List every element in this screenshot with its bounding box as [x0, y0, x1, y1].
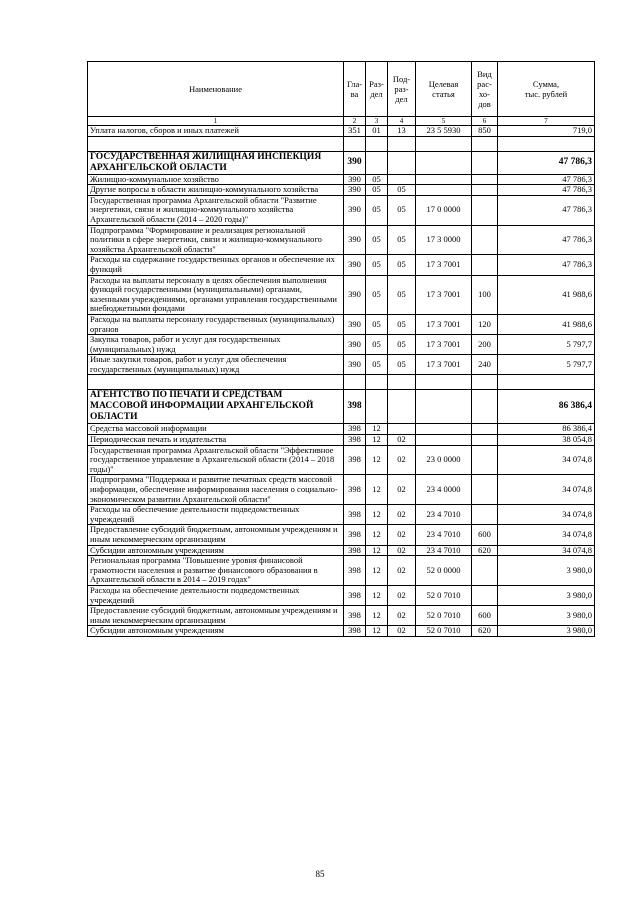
table-row — [88, 174, 595, 185]
row-podrazdel: 02 — [388, 545, 416, 556]
row-sum: 5 797,7 — [498, 335, 595, 355]
row-sum: 3 980,0 — [498, 585, 595, 605]
table-row — [88, 126, 595, 137]
row-target-article: 17 3 0000 — [416, 225, 472, 255]
row-name: Расходы на содержание государственных органов и обеспечение их функций — [88, 255, 344, 275]
row-expense-type — [472, 556, 498, 586]
table-row — [88, 626, 595, 637]
table-row — [88, 525, 595, 545]
row-glava: 390 — [344, 314, 366, 334]
row-expense-type: 200 — [472, 335, 498, 355]
spacer-row — [88, 136, 595, 151]
table-row — [88, 585, 595, 605]
row-expense-type — [472, 585, 498, 605]
row-podrazdel: 13 — [388, 126, 416, 137]
row-glava: 398 — [344, 445, 366, 475]
empty-cell — [498, 136, 595, 151]
header-glava: Гла- ва — [344, 62, 366, 117]
row-target-article — [416, 185, 472, 196]
row-name: АГЕНТСТВО ПО ПЕЧАТИ И СРЕДСТВАМ МАССОВОЙ ИНФОРМАЦИИ АРХАНГЕЛЬСКОЙ ОБЛАСТИ — [88, 390, 344, 424]
empty-cell — [472, 375, 498, 390]
row-sum: 34 074,8 — [498, 505, 595, 525]
row-glava: 398 — [344, 475, 366, 505]
row-glava: 398 — [344, 585, 366, 605]
row-target-article: 52 0 7010 — [416, 626, 472, 637]
row-glava: 398 — [344, 545, 366, 556]
row-target-article: 17 3 7001 — [416, 335, 472, 355]
table-header-row — [88, 62, 595, 117]
row-razdel: 12 — [366, 545, 388, 556]
row-glava: 390 — [344, 275, 366, 314]
table-row — [88, 505, 595, 525]
row-expense-type: 240 — [472, 355, 498, 375]
row-expense-type: 850 — [472, 126, 498, 137]
column-number: 7 — [498, 117, 595, 126]
row-razdel: 05 — [366, 255, 388, 275]
table-row — [88, 556, 595, 586]
table-row — [88, 424, 595, 435]
row-sum: 3 980,0 — [498, 626, 595, 637]
row-razdel — [366, 151, 388, 174]
row-sum: 3 980,0 — [498, 606, 595, 626]
column-number: 1 — [88, 117, 344, 126]
row-sum: 86 386,4 — [498, 390, 595, 424]
row-name: Субсидии автономным учреждениям — [88, 626, 344, 637]
header-sum: Сумма, тыс. рублей — [498, 62, 595, 117]
row-podrazdel: 05 — [388, 314, 416, 334]
row-podrazdel: 02 — [388, 435, 416, 446]
table-row — [88, 355, 595, 375]
empty-cell — [366, 375, 388, 390]
row-sum: 34 074,8 — [498, 545, 595, 556]
row-name: ГОСУДАРСТВЕННАЯ ЖИЛИЩНАЯ ИНСПЕКЦИЯ АРХАНГЕЛЬСКОЙ ОБЛАСТИ — [88, 151, 344, 174]
row-name: Субсидии автономным учреждениям — [88, 545, 344, 556]
row-expense-type — [472, 435, 498, 446]
row-glava: 390 — [344, 185, 366, 196]
row-glava: 390 — [344, 151, 366, 174]
table-row — [88, 606, 595, 626]
row-sum: 47 786,3 — [498, 151, 595, 174]
row-podrazdel: 02 — [388, 445, 416, 475]
page-number: 85 — [315, 869, 325, 879]
row-name: Периодическая печать и издательства — [88, 435, 344, 446]
section-row — [88, 390, 595, 424]
row-razdel: 12 — [366, 505, 388, 525]
row-podrazdel: 02 — [388, 475, 416, 505]
row-sum: 47 786,3 — [498, 185, 595, 196]
header-expense-type: Вид рас- хо- дов — [472, 62, 498, 117]
row-name: Средства массовой информации — [88, 424, 344, 435]
row-name: Государственная программа Архангельской области "Развитие энергетики, связи и жилищно-коммунального хозяйства Архангельской области (2014 – 2020 годы)" — [88, 195, 344, 225]
row-razdel: 05 — [366, 185, 388, 196]
row-target-article — [416, 174, 472, 185]
row-podrazdel — [388, 174, 416, 185]
row-razdel: 12 — [366, 585, 388, 605]
column-number: 3 — [366, 117, 388, 126]
row-razdel: 05 — [366, 275, 388, 314]
row-podrazdel: 02 — [388, 556, 416, 586]
row-target-article: 23 4 7010 — [416, 525, 472, 545]
row-expense-type: 620 — [472, 626, 498, 637]
row-podrazdel: 05 — [388, 255, 416, 275]
row-target-article: 17 3 7001 — [416, 355, 472, 375]
table-row — [88, 475, 595, 505]
row-sum: 38 054,8 — [498, 435, 595, 446]
row-razdel: 01 — [366, 126, 388, 137]
row-sum: 86 386,4 — [498, 424, 595, 435]
row-glava: 398 — [344, 435, 366, 446]
row-razdel: 12 — [366, 445, 388, 475]
row-podrazdel: 02 — [388, 585, 416, 605]
row-podrazdel: 02 — [388, 606, 416, 626]
row-name: Подпрограмма "Поддержка и развитие печатных средств массовой информации, обеспечение информирования населения о социально-экономическом развитии Архангельской области" — [88, 475, 344, 505]
row-razdel: 12 — [366, 606, 388, 626]
row-glava: 390 — [344, 355, 366, 375]
table-row — [88, 225, 595, 255]
row-expense-type: 600 — [472, 525, 498, 545]
row-podrazdel: 05 — [388, 225, 416, 255]
table-row — [88, 195, 595, 225]
row-target-article — [416, 424, 472, 435]
row-glava: 398 — [344, 556, 366, 586]
column-number: 6 — [472, 117, 498, 126]
table-row — [88, 335, 595, 355]
header-razdel: Раз- дел — [366, 62, 388, 117]
row-razdel: 12 — [366, 626, 388, 637]
row-name: Государственная программа Архангельской области "Эффективное государственное управление в Архангельской области (2014 – 2018 годы)" — [88, 445, 344, 475]
column-number: 2 — [344, 117, 366, 126]
row-target-article: 52 0 0000 — [416, 556, 472, 586]
row-name: Предоставление субсидий бюджетным, автономным учреждениям и иным некоммерческим организациям — [88, 525, 344, 545]
empty-cell — [388, 136, 416, 151]
empty-cell — [498, 375, 595, 390]
row-sum: 34 074,8 — [498, 525, 595, 545]
row-expense-type: 100 — [472, 275, 498, 314]
row-target-article: 23 4 0000 — [416, 475, 472, 505]
row-target-article: 17 3 7001 — [416, 314, 472, 334]
row-podrazdel — [388, 390, 416, 424]
row-razdel: 12 — [366, 475, 388, 505]
section-row — [88, 151, 595, 174]
table-row — [88, 275, 595, 314]
row-target-article: 17 0 0000 — [416, 195, 472, 225]
empty-cell — [344, 375, 366, 390]
row-glava: 390 — [344, 255, 366, 275]
row-target-article: 23 4 7010 — [416, 505, 472, 525]
row-expense-type — [472, 185, 498, 196]
row-podrazdel — [388, 424, 416, 435]
row-target-article: 52 0 7010 — [416, 606, 472, 626]
header-podrazdel: Под- раз- дел — [388, 62, 416, 117]
table-row — [88, 255, 595, 275]
column-number: 4 — [388, 117, 416, 126]
row-glava: 390 — [344, 225, 366, 255]
row-razdel: 12 — [366, 435, 388, 446]
table-row — [88, 314, 595, 334]
row-podrazdel: 05 — [388, 185, 416, 196]
row-podrazdel: 02 — [388, 505, 416, 525]
row-target-article — [416, 435, 472, 446]
row-name: Расходы на обеспечение деятельности подведомственных учреждений — [88, 505, 344, 525]
row-target-article: 17 3 7001 — [416, 275, 472, 314]
row-name: Закупка товаров, работ и услуг для государственных (муниципальных) нужд — [88, 335, 344, 355]
row-target-article: 17 3 7001 — [416, 255, 472, 275]
row-name: Расходы на выплаты персоналу в целях обеспечения выполнения функций государственными (муниципальными) органами, казенными учреждениями, органами управления государственными внебюджетными фондами — [88, 275, 344, 314]
empty-cell — [88, 375, 344, 390]
row-name: Подпрограмма "Формирование и реализация региональной политики в сфере энергетики, связи и жилищно-коммунального хозяйства Архангельской области" — [88, 225, 344, 255]
row-name: Уплата налогов, сборов и иных платежей — [88, 126, 344, 137]
row-expense-type — [472, 151, 498, 174]
row-glava: 398 — [344, 606, 366, 626]
row-sum: 719,0 — [498, 126, 595, 137]
row-sum: 5 797,7 — [498, 355, 595, 375]
row-sum: 47 786,3 — [498, 225, 595, 255]
row-name: Иные закупки товаров, работ и услуг для обеспечения государственных (муниципальных) нужд — [88, 355, 344, 375]
table-row — [88, 185, 595, 196]
row-expense-type — [472, 174, 498, 185]
row-expense-type — [472, 424, 498, 435]
row-podrazdel: 02 — [388, 626, 416, 637]
row-glava: 390 — [344, 335, 366, 355]
row-podrazdel: 05 — [388, 355, 416, 375]
row-razdel: 05 — [366, 355, 388, 375]
row-podrazdel: 05 — [388, 195, 416, 225]
row-podrazdel: 02 — [388, 525, 416, 545]
row-razdel — [366, 390, 388, 424]
row-razdel: 12 — [366, 556, 388, 586]
row-name: Предоставление субсидий бюджетным, автономным учреждениям и иным некоммерческим организациям — [88, 606, 344, 626]
row-target-article — [416, 390, 472, 424]
row-expense-type — [472, 445, 498, 475]
row-expense-type — [472, 225, 498, 255]
empty-cell — [366, 136, 388, 151]
row-glava: 398 — [344, 626, 366, 637]
row-sum: 34 074,8 — [498, 445, 595, 475]
table-row — [88, 435, 595, 446]
row-target-article — [416, 151, 472, 174]
row-expense-type: 120 — [472, 314, 498, 334]
row-expense-type — [472, 255, 498, 275]
row-glava: 390 — [344, 195, 366, 225]
row-razdel: 05 — [366, 314, 388, 334]
row-name: Другие вопросы в области жилищно-коммунального хозяйства — [88, 185, 344, 196]
row-expense-type — [472, 505, 498, 525]
row-expense-type — [472, 475, 498, 505]
row-sum: 47 786,3 — [498, 174, 595, 185]
row-name: Расходы на выплаты персоналу государственных (муниципальных) органов — [88, 314, 344, 334]
row-expense-type — [472, 390, 498, 424]
column-number: 5 — [416, 117, 472, 126]
row-podrazdel: 05 — [388, 335, 416, 355]
row-target-article: 23 5 5930 — [416, 126, 472, 137]
row-razdel: 12 — [366, 424, 388, 435]
spacer-row — [88, 375, 595, 390]
row-razdel: 05 — [366, 195, 388, 225]
header-target-article: Целевая статья — [416, 62, 472, 117]
row-glava: 390 — [344, 174, 366, 185]
empty-cell — [416, 375, 472, 390]
row-sum: 47 786,3 — [498, 255, 595, 275]
row-expense-type — [472, 195, 498, 225]
row-glava: 398 — [344, 424, 366, 435]
empty-cell — [388, 375, 416, 390]
row-razdel: 05 — [366, 225, 388, 255]
header-name: Наименование — [88, 62, 344, 117]
row-podrazdel — [388, 151, 416, 174]
row-name: Региональная программа "Повышение уровня финансовой грамотности населения и развитие финансового образования в Архангельской области в 2014 – 2019 годах" — [88, 556, 344, 586]
row-sum: 47 786,3 — [498, 195, 595, 225]
row-sum: 3 980,0 — [498, 556, 595, 586]
row-glava: 398 — [344, 525, 366, 545]
row-sum: 41 988,6 — [498, 314, 595, 334]
row-sum: 41 988,6 — [498, 275, 595, 314]
row-sum: 34 074,8 — [498, 475, 595, 505]
row-expense-type: 620 — [472, 545, 498, 556]
row-target-article: 52 0 7010 — [416, 585, 472, 605]
row-razdel: 12 — [366, 525, 388, 545]
empty-cell — [472, 136, 498, 151]
row-razdel: 05 — [366, 335, 388, 355]
row-podrazdel: 05 — [388, 275, 416, 314]
empty-cell — [88, 136, 344, 151]
empty-cell — [416, 136, 472, 151]
row-target-article: 23 4 7010 — [416, 545, 472, 556]
row-expense-type: 600 — [472, 606, 498, 626]
row-razdel: 05 — [366, 174, 388, 185]
table-row — [88, 545, 595, 556]
table-row — [88, 445, 595, 475]
row-name: Жилищно-коммунальное хозяйство — [88, 174, 344, 185]
row-name: Расходы на обеспечение деятельности подведомственных учреждений — [88, 585, 344, 605]
row-target-article: 23 0 0000 — [416, 445, 472, 475]
row-glava: 398 — [344, 390, 366, 424]
budget-table — [87, 61, 595, 637]
row-glava: 351 — [344, 126, 366, 137]
empty-cell — [344, 136, 366, 151]
row-glava: 398 — [344, 505, 366, 525]
